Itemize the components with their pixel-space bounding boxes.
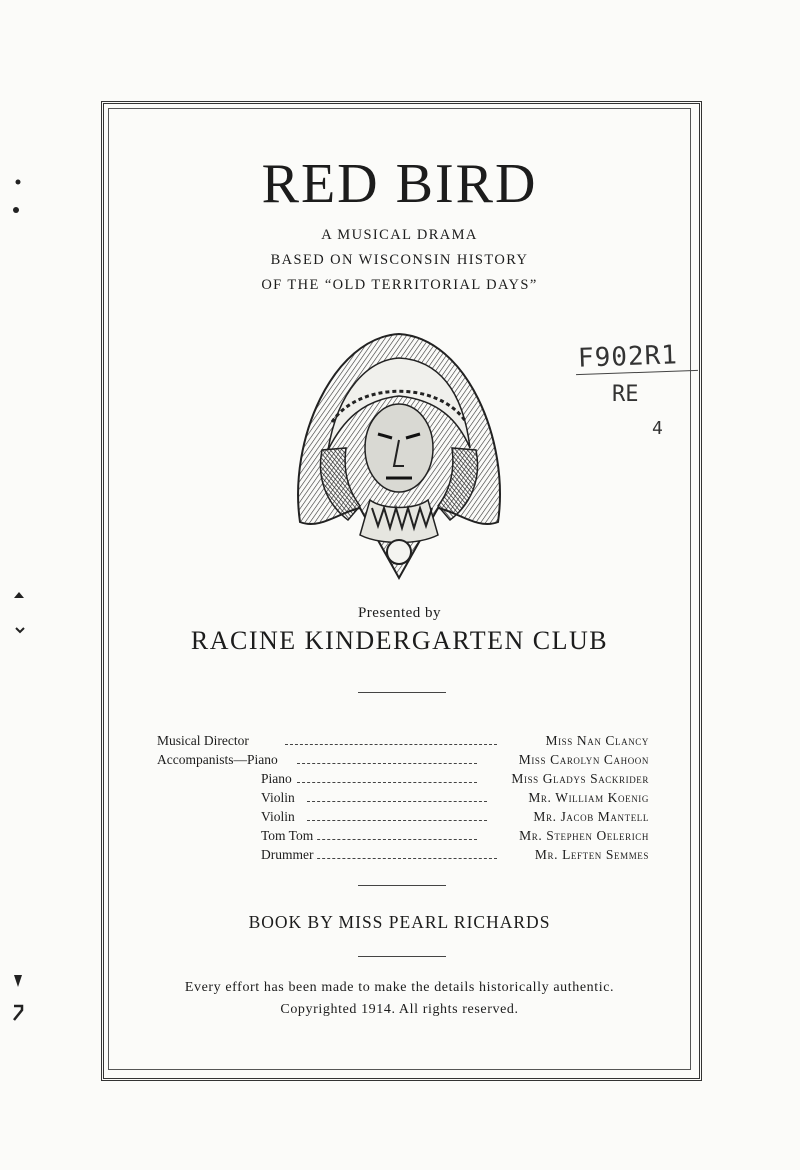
subtitle-line-1: A MUSICAL DRAMA — [321, 227, 478, 243]
credit-role: Accompanists—Piano — [157, 752, 278, 767]
subtitle-line-2: BASED ON WISCONSIN HISTORY — [270, 252, 529, 268]
credit-role: Tom Tom — [261, 828, 314, 843]
credit-role: Violin — [261, 790, 295, 805]
credit-role: Musical Director — [157, 733, 249, 748]
club-name: RACINE KINDERGARTEN CLUB — [190, 626, 609, 655]
presented-by: Presented by — [357, 605, 442, 621]
credit-role: Drummer — [261, 847, 314, 862]
catalog-code: RE — [612, 382, 639, 407]
credit-name: Miss Gladys Sackrider — [511, 771, 649, 786]
catalog-number: F902R1 — [577, 340, 679, 374]
credit-name: Mr. Leften Semmes — [534, 847, 649, 862]
copyright-note: Copyrighted 1914. All rights reserved. — [280, 1002, 519, 1017]
credit-name: Miss Carolyn Cahoon — [518, 752, 649, 767]
credit-name: Mr. Jacob Mantell — [533, 809, 649, 824]
authenticity-note: Every effort has been made to make the details historically authentic. — [184, 980, 615, 995]
credit-role: Piano — [261, 771, 292, 786]
credit-role: Violin — [261, 809, 295, 824]
credit-name: Mr. Stephen Oelerich — [519, 828, 649, 843]
credit-name: Miss Nan Clancy — [545, 733, 649, 748]
title: RED BIRD — [261, 153, 538, 215]
catalog-volume: 4 — [652, 418, 663, 439]
book-credit: BOOK BY MISS PEARL RICHARDS — [248, 912, 551, 932]
subtitle-line-3: OF THE “OLD TERRITORIAL DAYS” — [261, 277, 538, 293]
credit-name: Mr. William Koenig — [528, 790, 649, 805]
